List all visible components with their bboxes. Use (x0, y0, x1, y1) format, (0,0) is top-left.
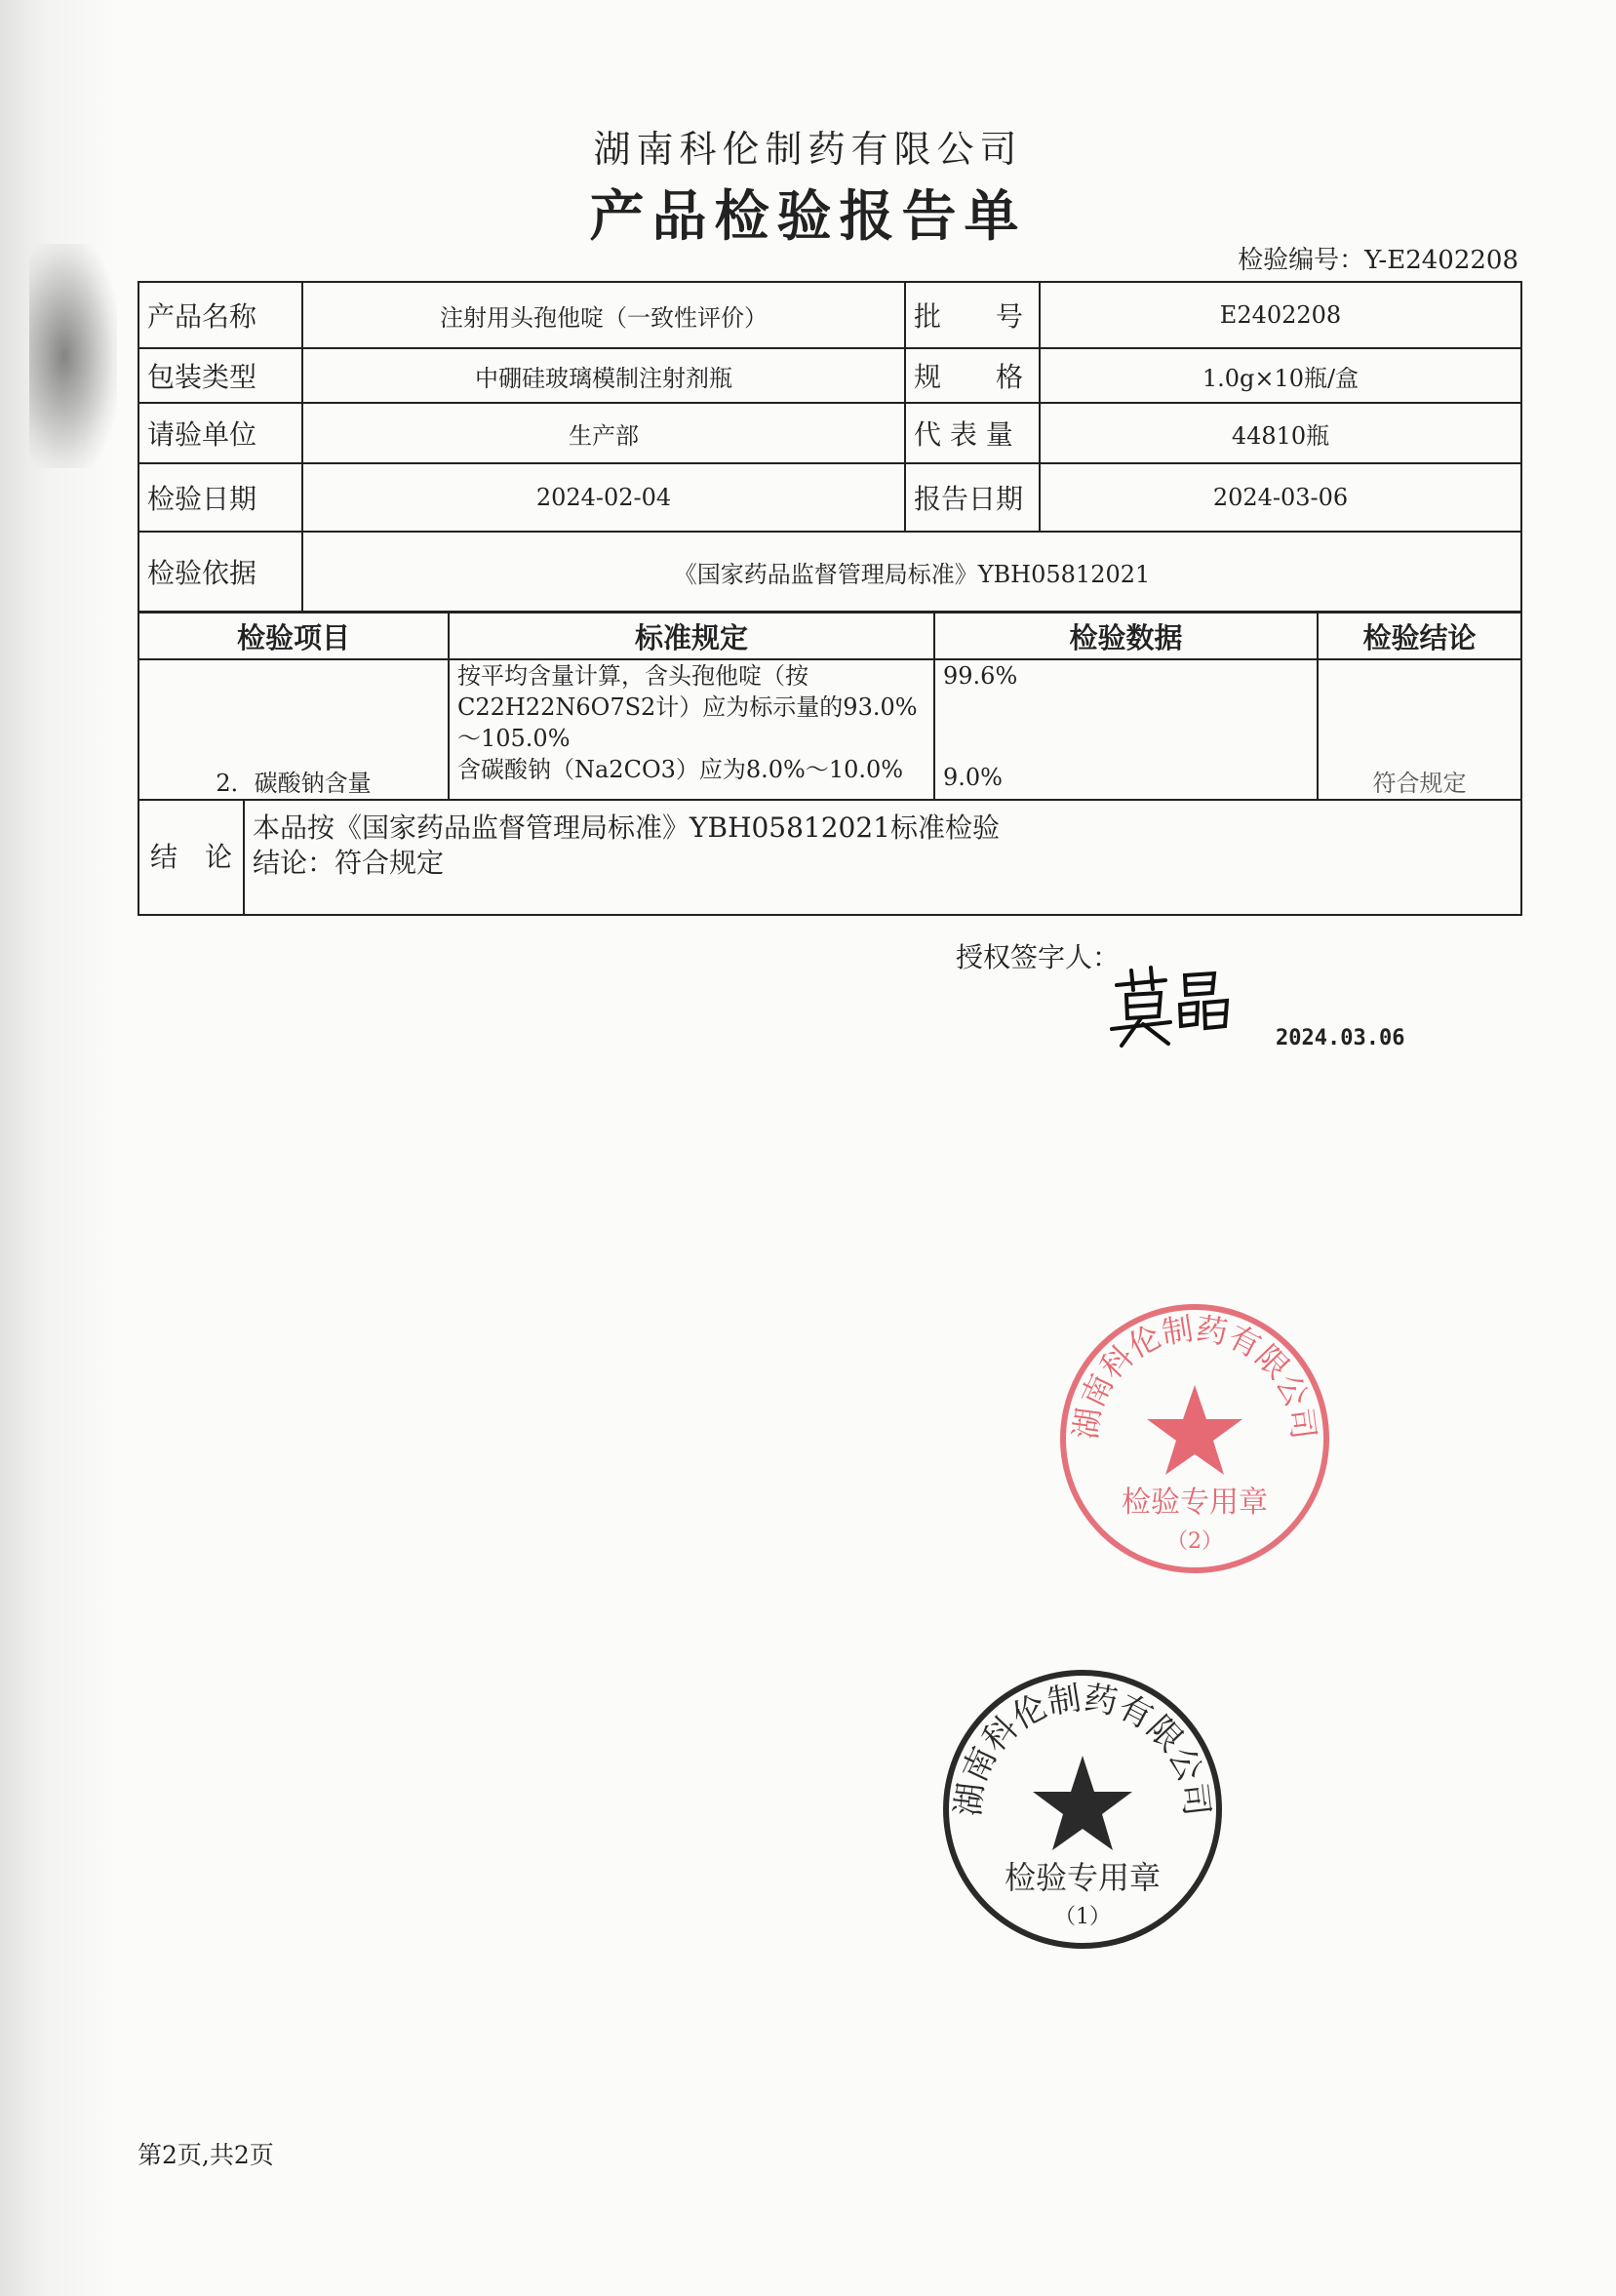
sample-quantity: 44810瓶 (1040, 403, 1521, 463)
conclusion-line-2: 结论：符合规定 (253, 847, 445, 879)
report-date-label: 报告日期 (905, 463, 1040, 532)
svg-text:湖南科伦制药有限公司: 湖南科伦制药有限公司 (1067, 1309, 1322, 1442)
batch-label: 批 号 (905, 282, 1040, 348)
conclusion-table (138, 799, 1522, 916)
header-data: 检验数据 (934, 613, 1318, 659)
conclusion-line-1: 本品按《国家药品监督管理局标准》YBH05812021标准检验 (253, 812, 1000, 844)
product-name-label: 产品名称 (138, 282, 302, 348)
scan-smudge (29, 244, 117, 468)
page-number: 第2页,共2页 (138, 2141, 274, 2169)
signer-label: 授权签字人： (956, 941, 1121, 973)
standard-cell (449, 659, 934, 800)
svg-text:检验专用章: 检验专用章 (1004, 1859, 1162, 1896)
conclusion-text (244, 800, 1521, 915)
info-table (138, 281, 1522, 613)
svg-text:检验专用章: 检验专用章 (1122, 1485, 1268, 1520)
company-name: 湖南科伦制药有限公司 (593, 128, 1023, 171)
company-seal-red (1048, 1292, 1341, 1585)
requesting-unit: 生产部 (302, 403, 905, 463)
item-cell (138, 659, 449, 800)
sample-quantity-label: 代 表 量 (905, 403, 1040, 463)
results-table (138, 612, 1522, 801)
conclusion-label: 结 论 (138, 800, 244, 915)
conclusion-cell (1318, 659, 1521, 800)
basis-label: 检验依据 (138, 532, 302, 612)
package-label: 包装类型 (138, 348, 302, 403)
report-date: 2024-03-06 (1040, 463, 1521, 532)
svg-text:湖南科伦制药有限公司: 湖南科伦制药有限公司 (948, 1679, 1217, 1819)
header-conclusion: 检验结论 (1318, 613, 1521, 659)
test-date-label: 检验日期 (138, 463, 302, 532)
unit-label: 请验单位 (138, 403, 302, 463)
data-cell (934, 659, 1318, 800)
specification: 1.0g×10瓶/盒 (1040, 348, 1521, 403)
data-2: 9.0% (943, 764, 1003, 791)
batch-number: E2402208 (1040, 282, 1521, 348)
standard-2: 含碳酸钠（Na2CO3）应为8.0%～10.0% (457, 756, 904, 783)
spec-label: 规 格 (905, 348, 1040, 403)
standard-1: 按平均含量计算，含头孢他啶（按C22H22N6O7S2计）应为标示量的93.0%～105.0% (457, 662, 918, 752)
test-date: 2024-02-04 (302, 463, 905, 532)
svg-text:（2）: （2） (1166, 1529, 1223, 1554)
data-1: 99.6% (943, 662, 1018, 690)
item-2: 2．碳酸钠含量 (216, 770, 372, 797)
company-seal-black (931, 1658, 1234, 1960)
conclusion-2: 符合规定 (1372, 770, 1467, 797)
handwritten-signature (1102, 956, 1248, 1053)
document-title: 产品检验报告单 (589, 184, 1027, 249)
package-type: 中硼硅玻璃模制注射剂瓶 (302, 348, 905, 403)
sign-date: 2024.03.06 (1276, 1026, 1405, 1050)
svg-text:（1）: （1） (1054, 1905, 1111, 1929)
header-standard: 标准规定 (449, 613, 934, 659)
product-name: 注射用头孢他啶（一致性评价） (302, 282, 905, 348)
report-number: 检验编号：Y-E2402208 (1238, 246, 1518, 275)
header-item: 检验项目 (138, 613, 449, 659)
test-basis: 《国家药品监督管理局标准》YBH05812021 (302, 532, 1521, 612)
